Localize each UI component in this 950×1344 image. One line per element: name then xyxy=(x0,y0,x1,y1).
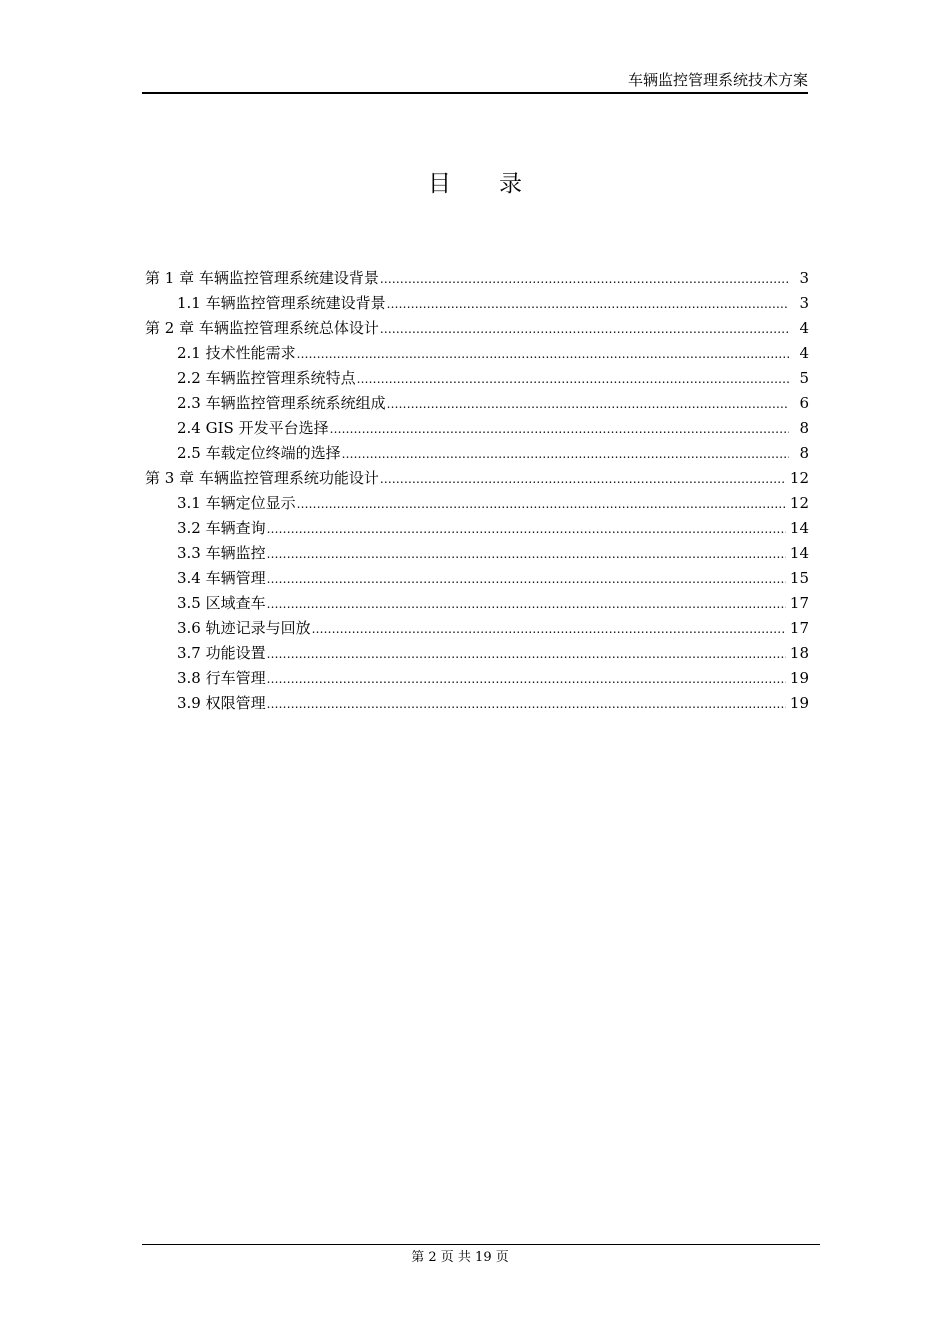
toc-entry-3-5[interactable] xyxy=(145,591,809,616)
toc-entry-page: 19 xyxy=(789,694,809,712)
toc-entry-page: 12 xyxy=(789,469,809,487)
toc-dot-leader xyxy=(267,592,786,617)
toc-entry-label: 3.5 区域查车 xyxy=(177,594,266,612)
toc-dot-leader xyxy=(267,517,786,542)
toc-dot-leader xyxy=(267,642,786,667)
toc-dot-leader xyxy=(342,442,789,467)
toc-entry-label: 第 2 章 车辆监控管理系统总体设计 xyxy=(145,319,379,337)
toc-entry-chapter-2[interactable] xyxy=(145,316,809,341)
toc-dot-leader xyxy=(267,542,786,567)
toc-entry-page: 14 xyxy=(789,544,809,562)
toc-entry-page: 17 xyxy=(789,619,809,637)
toc-entry-label: 3.2 车辆查询 xyxy=(177,519,266,537)
toc-entry-3-4[interactable] xyxy=(145,566,809,591)
toc-entry-page: 8 xyxy=(799,419,809,437)
toc-entry-2-1[interactable] xyxy=(145,341,809,366)
toc-entry-page: 17 xyxy=(789,594,809,612)
toc-dot-leader xyxy=(387,292,789,317)
toc-dot-leader xyxy=(297,492,786,517)
toc-dot-leader xyxy=(267,667,786,692)
toc-entry-3-7[interactable] xyxy=(145,641,809,666)
toc-entry-2-2[interactable] xyxy=(145,366,809,391)
toc-entry-2-3[interactable] xyxy=(145,391,809,416)
toc-entry-2-4[interactable] xyxy=(145,416,809,441)
toc-entry-page: 4 xyxy=(799,319,809,337)
toc-dot-leader xyxy=(357,367,789,392)
toc-dot-leader xyxy=(297,342,789,367)
toc-entry-label: 2.4 GIS 开发平台选择 xyxy=(177,419,329,437)
toc-entry-3-2[interactable] xyxy=(145,516,809,541)
toc-entry-label: 3.4 车辆管理 xyxy=(177,569,266,587)
toc-entry-label: 1.1 车辆监控管理系统建设背景 xyxy=(177,294,386,312)
toc-entry-page: 5 xyxy=(799,369,809,387)
page-indicator: 第 2 页 共 19 页 xyxy=(411,1250,509,1265)
toc-entry-label: 3.3 车辆监控 xyxy=(177,544,266,562)
toc-entry-page: 15 xyxy=(789,569,809,587)
toc-entry-page: 18 xyxy=(789,644,809,662)
toc-entry-label: 3.8 行车管理 xyxy=(177,669,266,687)
toc-dot-leader xyxy=(380,317,789,342)
toc-entry-page: 3 xyxy=(799,294,809,312)
footer-divider xyxy=(142,1244,820,1245)
toc-entry-page: 6 xyxy=(799,394,809,412)
toc-dot-leader xyxy=(380,467,786,492)
toc-entry-label: 3.6 轨迹记录与回放 xyxy=(177,619,311,637)
toc-entry-chapter-1[interactable] xyxy=(145,266,809,291)
toc-entry-page: 3 xyxy=(799,269,809,287)
toc-dot-leader xyxy=(380,267,789,292)
toc-dot-leader xyxy=(330,417,789,442)
toc-entry-page: 12 xyxy=(789,494,809,512)
toc-entry-3-1[interactable] xyxy=(145,491,809,516)
toc-entry-label: 2.1 技术性能需求 xyxy=(177,344,296,362)
toc-dot-leader xyxy=(312,617,786,642)
toc-entry-label: 第 1 章 车辆监控管理系统建设背景 xyxy=(145,269,379,287)
toc-entry-3-8[interactable] xyxy=(145,666,809,691)
toc-entry-3-6[interactable] xyxy=(145,616,809,641)
toc-entry-page: 8 xyxy=(799,444,809,462)
document-header-title: 车辆监控管理系统技术方案 xyxy=(627,71,808,89)
toc-entry-page: 4 xyxy=(799,344,809,362)
toc-entry-page: 14 xyxy=(789,519,809,537)
header-divider xyxy=(142,92,808,94)
toc-entry-label: 3.7 功能设置 xyxy=(177,644,266,662)
toc-dot-leader xyxy=(387,392,789,417)
toc-entry-label: 2.2 车辆监控管理系统特点 xyxy=(177,369,356,387)
toc-entry-label: 3.1 车辆定位显示 xyxy=(177,494,296,512)
toc-dot-leader xyxy=(267,567,786,592)
toc-entry-3-9[interactable] xyxy=(145,691,809,716)
table-of-contents xyxy=(145,266,809,716)
toc-entry-3-3[interactable] xyxy=(145,541,809,566)
toc-entry-label: 2.3 车辆监控管理系统系统组成 xyxy=(177,394,386,412)
toc-entry-1-1[interactable] xyxy=(145,291,809,316)
toc-entry-label: 第 3 章 车辆监控管理系统功能设计 xyxy=(145,469,379,487)
toc-title: 目录 xyxy=(428,171,570,197)
toc-entry-page: 19 xyxy=(789,669,809,687)
toc-entry-label: 3.9 权限管理 xyxy=(177,694,266,712)
toc-entry-chapter-3[interactable] xyxy=(145,466,809,491)
toc-entry-label: 2.5 车载定位终端的选择 xyxy=(177,444,341,462)
toc-dot-leader xyxy=(267,692,786,717)
toc-entry-2-5[interactable] xyxy=(145,441,809,466)
